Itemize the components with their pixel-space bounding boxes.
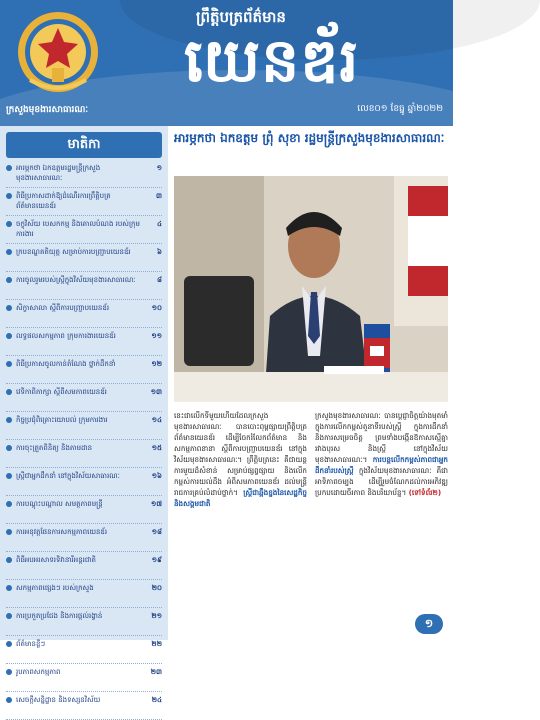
toc-item[interactable]: [6, 470, 162, 496]
article-text: ក្រសួងមុខងារសាធារណៈ បានប្តេជ្ញាចិត្តយ៉ាងមុតមាំ ក្នុងការលើកកម្ពស់តួនាទីរបស់ស្ត្រី ក្នុងការដឹកនាំ និងការសម្រេចចិត្ត ព្រមទាំងបង្កើនឱកាសស្មើគ្នា រវាងបុរស និងស្ត្រី នៅក្នុងវិស័យមុខងារសាធារណៈ។: [315, 411, 448, 464]
bullet-icon: [6, 277, 12, 283]
toc-item-label: លទ្ធផលសកម្មភាព ក្រុមការងារយេនឌ័រ: [16, 332, 116, 340]
toc-item-page: ២០: [151, 584, 162, 592]
toc-item[interactable]: [6, 358, 162, 384]
bullet-icon: [6, 389, 12, 395]
toc-item-page: ១៦: [151, 472, 162, 480]
bullet-icon: [6, 361, 12, 367]
toc-item-label: កិច្ចប្រជុំពិគ្រោះយោបល់ ក្រុមការងារ: [16, 416, 108, 424]
toc-item-page: ២៤: [151, 696, 162, 704]
toc-item-label: រូបភាពសកម្មភាព: [16, 668, 61, 676]
toc-item[interactable]: [6, 666, 162, 692]
toc-item-page: ១១: [151, 332, 162, 340]
toc-item[interactable]: [6, 694, 162, 720]
toc-item[interactable]: [6, 554, 162, 580]
toc-item-label: សិក្ខាសាលា ស្តីពីការបញ្ជ្រាបយេនឌ័រ: [16, 304, 110, 312]
toc-item-page: ៤: [157, 220, 162, 228]
toc-title: មាតិកា: [6, 132, 162, 158]
toc-item[interactable]: [6, 218, 162, 244]
toc-item-page: ៣: [156, 192, 162, 200]
toc-item[interactable]: [6, 162, 162, 188]
toc-item-page: ១៤: [151, 416, 162, 424]
bullet-icon: [6, 529, 12, 535]
toc-item-label: ការបណ្តុះបណ្តាល សមត្ថភាពមន្ត្រី: [16, 500, 103, 508]
toc-item-page: ១: [156, 164, 162, 172]
toc-item-label: សេចក្តីសន្និដ្ឋាន និងទស្សនវិស័យ: [16, 696, 101, 704]
toc-item[interactable]: [6, 302, 162, 328]
bullet-icon: [6, 641, 12, 647]
bullet-icon: [6, 473, 12, 479]
toc-item[interactable]: [6, 582, 162, 608]
toc-item-page: ២២: [151, 640, 162, 648]
bullet-icon: [6, 193, 12, 199]
toc-item-label: អារម្ភកថា ឯកឧត្តមរដ្ឋមន្ត្រីក្រសួងមុខងារសាធារណៈ: [16, 164, 101, 182]
toc-item-label: ការចូលរួមរបស់ស្ត្រីក្នុងវិស័យមុខងារសាធារណៈ: [16, 276, 136, 284]
bullet-icon: [6, 669, 12, 675]
bullet-icon: [6, 221, 12, 227]
bullet-icon: [6, 501, 12, 507]
toc-item-page: ១៣: [150, 388, 162, 396]
bullet-icon: [6, 249, 12, 255]
toc-item[interactable]: [6, 610, 162, 636]
toc-item-page: ២១: [151, 612, 162, 620]
ministry-emblem-icon: [10, 6, 106, 102]
toc-item-label: ពិធីប្រកាសដាក់ឱ្យដំណើរការព្រឹត្តិបត្រព័ត៌មានយេនឌ័រ: [16, 192, 111, 210]
bullet-icon: [6, 613, 12, 619]
toc-item-label: ពិធីអបអរសាទរទិវានារីអន្តរជាតិ: [16, 556, 96, 564]
toc-item-label: ក្របខណ្ឌគតិយុត្ត សម្រាប់ការបញ្ជ្រាបយេនឌ័រ: [16, 248, 131, 256]
toc-item[interactable]: [6, 190, 162, 216]
toc-item[interactable]: [6, 330, 162, 356]
toc-item-label: ការអនុវត្តផែនការសកម្មភាពយេនឌ័រ: [16, 528, 108, 536]
toc-item-label: សកម្មភាពផ្សេងៗ របស់ក្រសួង: [16, 584, 94, 592]
bullet-icon: [6, 333, 12, 339]
toc-item[interactable]: [6, 526, 162, 552]
toc-item-label: វេទិកាពិភាក្សា ស្ដីពីសមភាពយេនឌ័រ: [16, 388, 107, 396]
issue-number: លេខ០១ ខែធ្នូ ឆ្នាំ២០២២: [357, 104, 443, 114]
bullet-icon: [6, 165, 12, 171]
toc-item[interactable]: [6, 638, 162, 664]
article-text: នេះជាលើកទីមួយហើយដែលក្រសួងមុខងារសាធារណៈ បានបោះពុម្ពផ្សាយព្រឹត្តិបត្រព័ត៌មានយេនឌ័រ ដើម្បីចែករំលែកព័ត៌មាន និងសកម្មភាពនានា ស្តីពីការបញ្ជ្រាបយេនឌ័រ នៅក្នុងវិស័យមុខងារសាធារណៈ។ ព្រឹត្តិបត្រនេះ គឺជាយន្តការមួយដ៏សំខាន់ សម្រាប់ផ្សព្វផ្សាយ និងលើកកម្ពស់ការយល់ដឹង អំពីសមភាពយេនឌ័រ ដល់មន្ត្រីរាជការគ្រប់លំដាប់ថ្នាក់។: [174, 411, 307, 497]
article-text: ក្នុងវិស័យមុខងារសាធារណៈ គឺជាអាទិភាពចម្បង ដើម្បីរួមចំណែកដល់ការអភិវឌ្ឍប្រកបដោយចីរភាព និងបរិយាប័ន្ន។: [315, 466, 448, 497]
bullet-icon: [6, 445, 12, 451]
page-number: ១: [415, 614, 443, 634]
toc-item-label: ព័ត៌មានខ្លីៗ: [16, 640, 46, 648]
toc-item-label: ពិធីប្រកាសចូលកាន់តំណែង ថ្នាក់ដឹកនាំ: [16, 360, 116, 368]
toc-item[interactable]: [6, 386, 162, 412]
toc-item-label: ចក្ខុវិស័យ បេសកកម្ម និងគោលបំណង របស់ក្រុមការងារ: [16, 220, 140, 238]
toc-item-page: ១០: [151, 304, 162, 312]
toc-item[interactable]: [6, 414, 162, 440]
minister-photo: [174, 176, 448, 402]
continued-link[interactable]: (ទៅទំព័រ២): [408, 488, 442, 497]
bullet-icon: [6, 305, 12, 311]
toc-item-page: ៦: [157, 248, 162, 256]
toc-item[interactable]: [6, 246, 162, 272]
article-highlight: ការបន្តលើកកម្ពស់ភាពជាអ្នកដឹកនាំរបស់ស្ត្រី: [315, 455, 448, 475]
toc-item[interactable]: [6, 442, 162, 468]
toc-item[interactable]: [6, 274, 162, 300]
masthead-banner: [0, 0, 453, 126]
newsletter-kicker: ព្រឹត្តិបត្រព័ត៌មាន: [196, 8, 286, 26]
bullet-icon: [6, 585, 12, 591]
toc-item-page: ១២: [151, 360, 162, 368]
main-article: [168, 126, 453, 640]
toc-item-page: ២៣: [150, 668, 162, 676]
toc-item-page: ១៨: [151, 528, 162, 536]
ministry-name: ក្រសួងមុខងារសាធារណៈ: [6, 105, 89, 115]
article-headline: អារម្ភកថា ឯកឧត្តម ព្រុំ សុខា រដ្ឋមន្ត្រីក្រសួងមុខងារសាធារណៈ: [174, 131, 445, 145]
article-column-2: [315, 410, 448, 624]
toc-item[interactable]: [6, 498, 162, 524]
toc-item-page: ៨: [157, 276, 162, 284]
bullet-icon: [6, 697, 12, 703]
toc-item-label: ស្ត្រីជាអ្នកដឹកនាំ នៅក្នុងវិស័យសាធារណៈ: [16, 472, 120, 480]
toc-item-label: ការប្រកួតប្រជែង និងការផ្តល់រង្វាន់: [16, 612, 103, 620]
toc-item-page: ១៥: [151, 444, 162, 452]
toc-item-page: ១៧: [150, 500, 162, 508]
table-of-contents: [0, 126, 168, 704]
bullet-icon: [6, 417, 12, 423]
article-column-1: [174, 410, 307, 624]
bullet-icon: [6, 557, 12, 563]
toc-item-label: ការចុះត្រួតពិនិត្យ និងតាមដាន: [16, 444, 93, 452]
newsletter-title: យេនឌ័រ: [184, 26, 360, 96]
toc-item-page: ១៩: [151, 556, 162, 564]
article-highlight: ស្ត្រីជាឆ្អឹងខ្នងនៃសេដ្ឋកិច្ច និងសង្គមជាតិ: [174, 488, 307, 508]
toc-list: [6, 162, 162, 720]
